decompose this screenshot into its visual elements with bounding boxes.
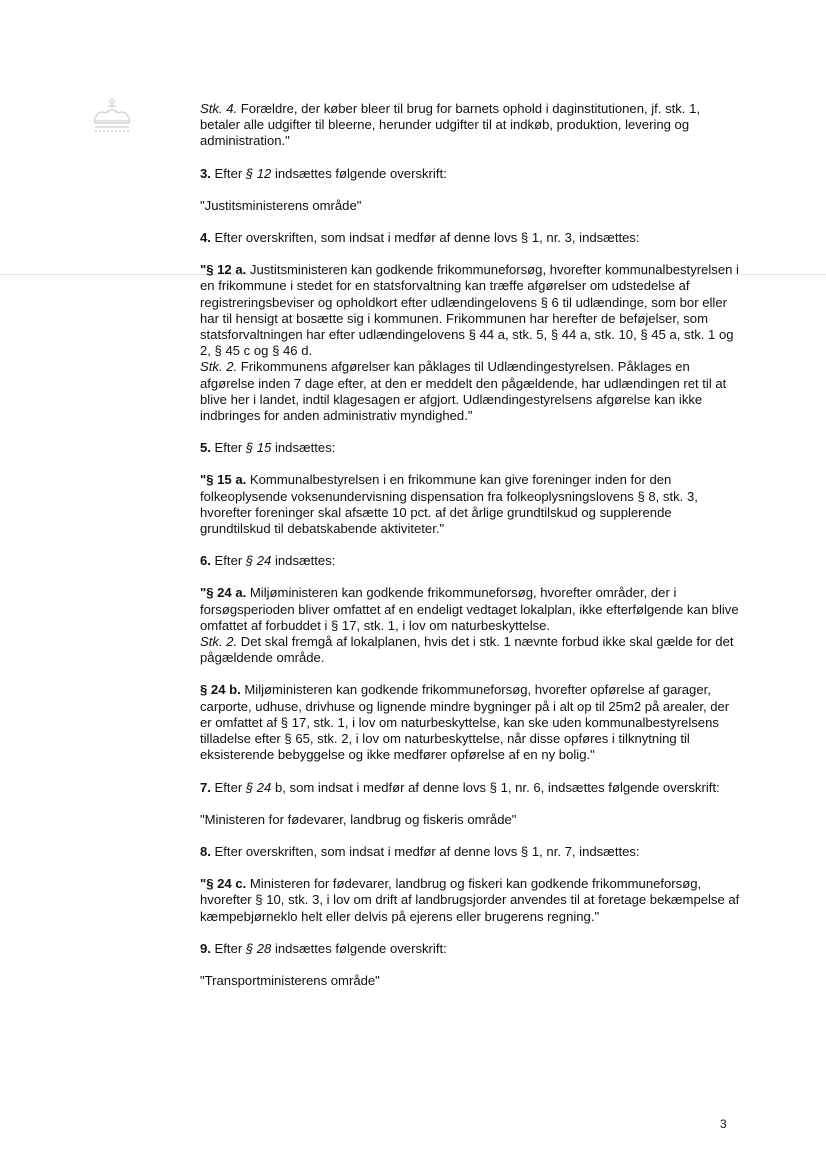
item-number: 6. xyxy=(200,553,211,569)
item-5: 5. Efter § 15 indsættes: xyxy=(200,440,336,456)
section-12a: "§ 12 a. Justitsministeren kan godkende frikommuneforsøg, hvorefter kommunalbestyrelsen i en frikommune i stedet for en statsforvaltning kan træffe afgørelser om udstedelse af registreringsbeviser og opholdkort efter udlændingelovens § 6 til udlændinge, som bor eller har til hensigt at bosætte sig i kommunen. Frikommunen har herefter de beføjelser, som statsforvaltningen har efter udlændingelovens § 44 a, stk. 5, § 44 a, stk. 10, § 45 a, stk. 1 og 2, § 45 c og § 46 d. Stk. 2. Frikommunens afgørelser kan påklages til Udlændingestyrelsen. Påklages en afgørelse inden 7 dage efter, at den er meddelt den pågældende, har udlændingen ret til at blive her i landet, indtil klagesagen er afgjort. Udlændingestyrelsens afgørelse kan ikke indbringes for anden administrativ myndighed." xyxy=(200,262,739,424)
stk-label: Stk. 2. xyxy=(200,359,238,375)
item-number: 8. xyxy=(200,843,211,859)
page-number: 3 xyxy=(720,1117,727,1131)
document-body xyxy=(200,101,740,989)
item-9: 9. Efter § 28 indsættes følgende overskrift: xyxy=(200,940,447,956)
item-number: 9. xyxy=(200,940,211,956)
section-ref: § 12 xyxy=(245,165,272,181)
item-7: 7. Efter § 24 b, som indsat i medfør af denne lovs § 1, nr. 6, indsættes følgende overskrift: xyxy=(200,779,720,795)
heading-quote-food: "Ministeren for fødevarer, landbrug og fiskeris område" xyxy=(200,811,517,827)
section-ref: § 24 xyxy=(245,553,272,569)
section-lead: "§ 24 c. xyxy=(200,876,247,892)
section-ref: § 28 xyxy=(245,940,272,956)
section-ref: § 24 xyxy=(245,779,272,795)
section-15a: "§ 15 a. Kommunalbestyrelsen i en frikommune kan give foreninger inden for den folkeoplysende voksenundervisning dispensation fra folkeoplysningslovens § 8, stk. 3, hvorefter foreninger skal afsætte 10 pct. af det årlige grundtilskud og supplerende grundtilskud til debatskabende aktiviteter." xyxy=(200,472,698,537)
paragraph-stk4 xyxy=(200,101,740,150)
item-4: 4. Efter overskriften, som indsat i medfør af denne lovs § 1, nr. 3, indsættes: xyxy=(200,230,640,246)
crown-logo-icon xyxy=(84,95,140,135)
item-number: 7. xyxy=(200,779,211,795)
item-8: 8. Efter overskriften, som indsat i medfør af denne lovs § 1, nr. 7, indsættes: xyxy=(200,843,640,859)
stk-label: Stk. 2. xyxy=(200,634,238,650)
section-24c: "§ 24 c. Ministeren for fødevarer, landbrug og fiskeri kan godkende frikommuneforsøg, hvorefter § 10, stk. 3, i lov om drift af landbrugsjorder anvendes til at foretage bekæmpelse af kæmpebjørneklo helt eller delvis på ejerens eller brugerens regning." xyxy=(200,876,740,924)
section-ref: § 15 xyxy=(245,440,272,456)
heading-quote-transport: "Transportministerens område" xyxy=(200,972,380,988)
section-lead: "§ 24 a. xyxy=(200,585,247,601)
section-lead: § 24 b. xyxy=(200,682,241,698)
item-number: 5. xyxy=(200,440,211,456)
item-number: 3. xyxy=(200,165,211,181)
section-lead: "§ 15 a. xyxy=(200,472,247,488)
item-6: 6. Efter § 24 indsættes: xyxy=(200,553,336,569)
heading-quote-justice: "Justitsministerens område" xyxy=(200,197,362,213)
section-lead: "§ 12 a. xyxy=(200,262,247,278)
stk-label: Stk. 4. xyxy=(200,101,238,116)
item-3: 3. Efter § 12 indsættes følgende overskrift: xyxy=(200,165,447,181)
paragraph-text: Forældre, der køber bleer til brug for barnets ophold i daginstitutionen, jf. stk. 1, betaler alle udgifter til bleerne, herunder udgifter til at indkøb, produktion, levering og administration." xyxy=(200,101,701,149)
section-24b: § 24 b. Miljøministeren kan godkende frikommuneforsøg, hvorefter opførelse af garager, carporte, udhuse, drivhuse og lignende mindre bygninger på i alt op til 25m2 på arealer, der er omfattet af § 17, stk. 1, i lov om naturbeskyttelse, kan ske uden kommunalbestyrelsens tilladelse efter § 65, stk. 2, i lov om naturbeskyttelse, når disse opføres i tilknytning til eksisterende bebyggelse og ikke medfører opførelse af en ny bolig." xyxy=(200,682,730,763)
item-number: 4. xyxy=(200,230,211,246)
section-24a: "§ 24 a. Miljøministeren kan godkende frikommuneforsøg, hvorefter områder, der i forsøgsperioden bliver omfattet af en endeligt vedtaget lokalplan, ikke efterfølgende kan blive omfattet af forbuddet i § 17, stk. 1, i lov om naturbeskyttelse. Stk. 2. Det skal fremgå af lokalplanen, hvis det i stk. 1 nævnte forbud ikke skal gælde for det pågældende område. xyxy=(200,585,739,666)
